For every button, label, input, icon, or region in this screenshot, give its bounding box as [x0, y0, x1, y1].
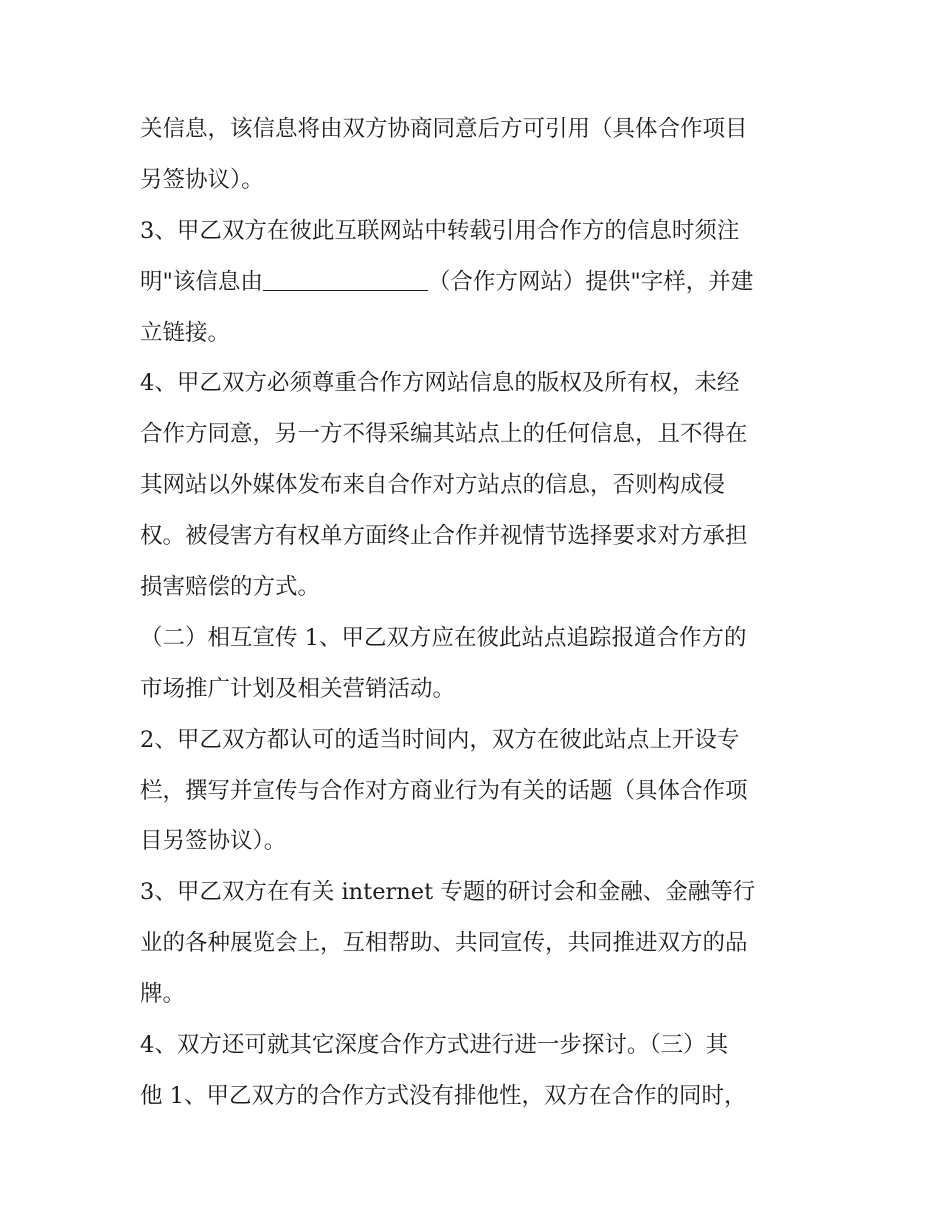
text-line: 2、甲乙双方都认可的适当时间内，双方在彼此站点上开设专	[140, 726, 740, 753]
text-line: 权。被侵害方有权单方面终止合作并视情节选择要求对方承担	[140, 523, 748, 550]
text-segment: （合作方网站）提供"字样，并建	[427, 268, 754, 295]
text-line: 关信息，该信息将由双方协商同意后方可引用（具体合作项目	[140, 116, 748, 142]
text-line: 4、双方还可就其它深度合作方式进行进一步探讨。（三）其	[140, 1032, 729, 1059]
text-line: 另签协议）。	[140, 166, 264, 193]
text-line: 市场推广计划及相关营销活动。	[140, 675, 456, 702]
paragraph-clause-2-column	[140, 715, 820, 868]
text-line: 目另签协议）。	[140, 828, 287, 855]
text-line: 业的各种展览会上，互相帮助、共同宣传，共同推进双方的品	[140, 930, 748, 957]
paragraph-clause-4-further	[140, 1020, 820, 1122]
fill-in-blank	[263, 270, 428, 291]
text-line-with-blank	[140, 257, 820, 308]
paragraph-info-citation	[140, 104, 820, 206]
paragraph-clause-3-exhibition	[140, 867, 820, 1020]
text-segment: 明"该信息由	[140, 268, 263, 295]
text-line: 损害赔偿的方式。	[140, 574, 321, 601]
text-line: 其网站以外媒体发布来自合作对方站点的信息，否则构成侵	[140, 472, 726, 499]
text-line: 3、甲乙双方在有关 internet 专题的研讨会和金融、金融等行	[140, 879, 756, 906]
paragraph-clause-3-reprint	[140, 206, 820, 359]
text-line: 4、甲乙双方必须尊重合作方网站信息的版权及所有权，未经	[140, 370, 740, 397]
text-line: 栏，撰写并宣传与合作对方商业行为有关的话题（具体合作项	[140, 777, 748, 804]
paragraph-section-2-promotion	[140, 613, 820, 715]
text-line: 3、甲乙双方在彼此互联网站中转载引用合作方的信息时须注	[140, 217, 740, 244]
text-line: 立链接。	[140, 319, 231, 346]
document-body	[140, 104, 820, 1122]
text-line: 合作方同意，另一方不得采编其站点上的任何信息，且不得在	[140, 421, 748, 448]
text-line: （二）相互宣传 1、甲乙双方应在彼此站点追踪报道合作方的	[140, 624, 747, 651]
text-line: 他 1、甲乙双方的合作方式没有排他性，双方在合作的同时，	[140, 1082, 747, 1109]
text-line: 牌。	[140, 981, 186, 1008]
paragraph-clause-4-copyright	[140, 358, 820, 612]
